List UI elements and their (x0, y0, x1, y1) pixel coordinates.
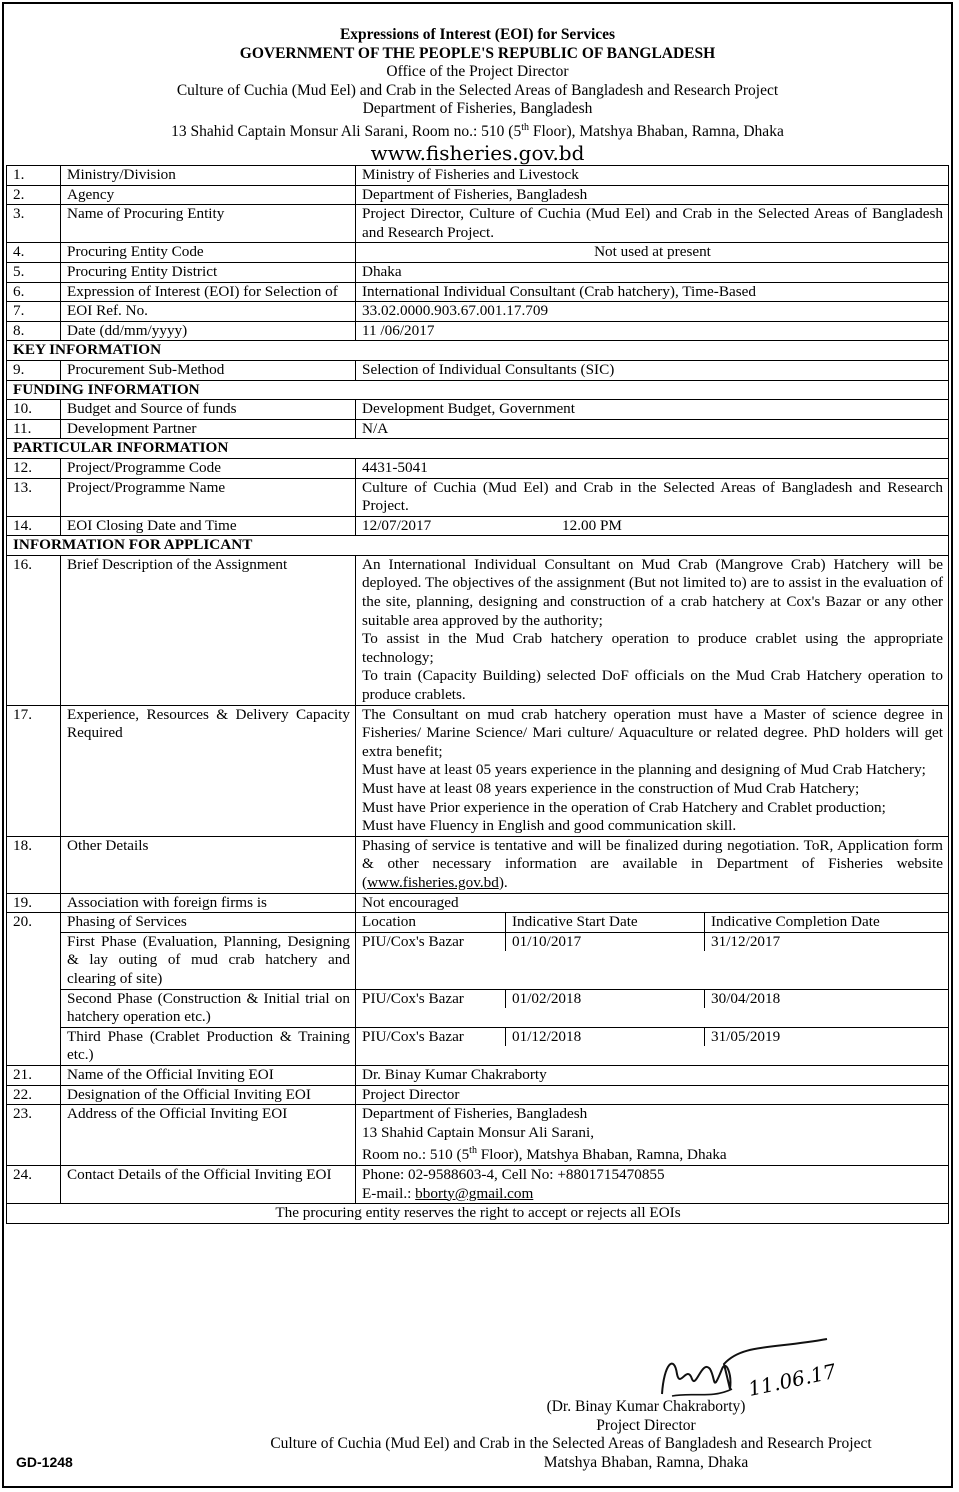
table-cell: Phasing of Services (61, 913, 356, 933)
table-cell: Name of Procuring Entity (61, 205, 356, 243)
table-cell: Dhaka (356, 262, 949, 282)
table-cell: PARTICULAR INFORMATION (7, 439, 949, 459)
table-cell: KEY INFORMATION (7, 341, 949, 361)
table-row (7, 321, 949, 341)
signatory-name: (Dr. Binay Kumar Chakraborty) (546, 1398, 746, 1415)
table-cell: Phone: 02-9588603-4, Cell No: +8801715470855 E-mail.: bborty@gmail.com (356, 1165, 949, 1203)
table-cell: 7. (7, 302, 61, 322)
table-cell: Department of Fisheries, Bangladesh (356, 185, 949, 205)
table-row (7, 1085, 949, 1105)
table-row (7, 243, 949, 263)
table-cell: 01/02/2018 (506, 990, 705, 1009)
office-address: 13 Shahid Captain Monsur Ali Sarani, Room no.: 510 (5th Floor), Matshya Bhaban, Ramna, Dhaka (171, 121, 784, 141)
table-cell (356, 932, 949, 989)
table-row (7, 836, 949, 893)
notice-header (4, 4, 951, 164)
table-row (7, 1065, 949, 1085)
government-name: GOVERNMENT OF THE PEOPLE'S REPUBLIC OF BANGLADESH (239, 44, 716, 62)
table-cell: 23. (7, 1105, 61, 1166)
table-cell: 33.02.0000.903.67.001.17.709 (356, 302, 949, 322)
table-cell: Experience, Resources & Delivery Capacity Required (61, 705, 356, 836)
table-cell: 20. (7, 913, 61, 1066)
rights-note: The procuring entity reserves the right to accept or rejects all EOIs (7, 1204, 949, 1224)
table-row (7, 166, 949, 186)
table-cell: 31/12/2017 (711, 932, 781, 950)
table-cell: Contact Details of the Official Inviting EOI (61, 1165, 356, 1203)
table-cell: EOI Ref. No. (61, 302, 356, 322)
table-cell: Phasing of service is tentative and will be finalized during negotiation. ToR, Application form & other necessary information are available in Department of Fisheries website (www.fisheries.gov.bd). (356, 836, 949, 893)
table-cell: Procurement Sub-Method (61, 360, 356, 380)
section-header (7, 341, 949, 361)
table-cell (356, 1027, 949, 1065)
table-row (7, 516, 949, 536)
table-cell: EOI Closing Date and Time (61, 516, 356, 536)
table-cell: 4. (7, 243, 61, 263)
table-row (7, 205, 949, 243)
table-row (7, 913, 949, 933)
table-cell: Second Phase (Construction & Initial trial on hatchery operation etc.) (61, 989, 356, 1027)
table-cell: Budget and Source of funds (61, 400, 356, 420)
table-cell: Development Budget, Government (356, 400, 949, 420)
table-cell: Expression of Interest (EOI) for Selection of (61, 282, 356, 302)
footer-note-row (7, 1204, 949, 1224)
table-cell: 5. (7, 262, 61, 282)
signatory-project: Culture of Cuchia (Mud Eel) and Crab in the Selected Areas of Bangladesh and Research Project (270, 1435, 872, 1452)
eoi-table (6, 165, 949, 1224)
table-row (7, 893, 949, 913)
gd-code: GD-1248 (16, 1454, 73, 1470)
table-cell: An International Individual Consultant on Mud Crab (Mangrove Crab) Hatchery will be deployed. The objectives of the assignment (But not limited to) are to assist in the evaluation of the site, planning, designing and construction of a crab hatchery at Cox's Bazar or any other suitable area approved by the authority; To assist in the Mud Crab hatchery operation to produce crablet using the appropriate technology; To train (Capacity Building) selected DoF officials on the Mud Crab Hatchery operation to produce crablets. (356, 555, 949, 705)
signatory-title: Project Director (596, 1416, 696, 1434)
signature-block (191, 1398, 951, 1472)
table-cell: First Phase (Evaluation, Planning, Designing & lay outing of mud crab hatchery and clearing of site) (61, 932, 356, 989)
table-cell: Selection of Individual Consultants (SIC) (356, 360, 949, 380)
section-header (7, 439, 949, 459)
department-name: Department of Fisheries, Bangladesh (362, 100, 593, 118)
phase-row (7, 989, 949, 1027)
table-cell: 14. (7, 516, 61, 536)
table-cell: 10. (7, 400, 61, 420)
table-cell: Address of the Official Inviting EOI (61, 1105, 356, 1166)
table-cell: INFORMATION FOR APPLICANT (7, 536, 949, 556)
table-row (7, 458, 949, 478)
phase-row (7, 1027, 949, 1065)
table-cell: Dr. Binay Kumar Chakraborty (356, 1065, 949, 1085)
table-cell: PIU/Cox's Bazar (356, 933, 506, 952)
table-cell: 22. (7, 1085, 61, 1105)
website-link[interactable]: www.fisheries.gov.bd (370, 140, 585, 165)
table-cell: Indicative Start Date (506, 913, 705, 932)
table-cell: Name of the Official Inviting EOI (61, 1065, 356, 1085)
table-cell: Ministry/Division (61, 166, 356, 186)
table-cell: 30/04/2018 (711, 989, 781, 1007)
table-cell: 6. (7, 282, 61, 302)
table-cell: Project/Programme Code (61, 458, 356, 478)
table-row (7, 185, 949, 205)
table-cell: 9. (7, 360, 61, 380)
table-cell: Ministry of Fisheries and Livestock (356, 166, 949, 186)
table-cell: 12/07/2017 12.00 PM (356, 516, 949, 536)
project-name: Culture of Cuchia (Mud Eel) and Crab in the Selected Areas of Bangladesh and Research Project (176, 81, 779, 99)
table-cell: Not encouraged (356, 893, 949, 913)
table-cell: 17. (7, 705, 61, 836)
fisheries-website-link[interactable]: www.fisheries.gov.bd (367, 873, 499, 891)
section-header (7, 380, 949, 400)
table-cell: 12. (7, 458, 61, 478)
table-cell: 01/12/2018 (506, 1028, 705, 1047)
table-cell: 24. (7, 1165, 61, 1203)
table-cell: 4431-5041 (356, 458, 949, 478)
email-link[interactable]: bborty@gmail.com (415, 1184, 534, 1202)
table-cell: Agency (61, 185, 356, 205)
table-cell: N/A (356, 419, 949, 439)
table-cell: Third Phase (Crablet Production & Training etc.) (61, 1027, 356, 1065)
table-cell: 19. (7, 893, 61, 913)
table-cell: 11. (7, 419, 61, 439)
table-cell: Culture of Cuchia (Mud Eel) and Crab in the Selected Areas of Bangladesh and Research Project. (356, 478, 949, 516)
table-cell: Project Director (356, 1085, 949, 1105)
table-cell: Department of Fisheries, Bangladesh 13 Shahid Captain Monsur Ali Sarani, Room no.: 510 (5th Floor), Matshya Bhaban, Ramna, Dhaka (356, 1105, 949, 1166)
table-cell: International Individual Consultant (Crab hatchery), Time-Based (356, 282, 949, 302)
office-name: Office of the Project Director (386, 63, 569, 81)
table-row (7, 1165, 949, 1203)
table-cell: 2. (7, 185, 61, 205)
table-cell: PIU/Cox's Bazar (356, 990, 506, 1009)
table-cell: 21. (7, 1065, 61, 1085)
table-cell: 1. (7, 166, 61, 186)
table-cell: 18. (7, 836, 61, 893)
table-cell: 3. (7, 205, 61, 243)
table-row (7, 419, 949, 439)
table-cell: Development Partner (61, 419, 356, 439)
table-cell: 13. (7, 478, 61, 516)
table-cell: Not used at present (356, 243, 949, 263)
table-cell: 11 /06/2017 (356, 321, 949, 341)
table-row (7, 555, 949, 705)
phase-row (7, 932, 949, 989)
table-row (7, 478, 949, 516)
table-row (7, 1105, 949, 1166)
table-cell: Designation of the Official Inviting EOI (61, 1085, 356, 1105)
signatory-address: Matshya Bhaban, Ramna, Dhaka (543, 1453, 749, 1471)
table-cell: 16. (7, 555, 61, 705)
table-cell: 8. (7, 321, 61, 341)
table-row (7, 282, 949, 302)
table-cell: The Consultant on mud crab hatchery operation must have a Master of science degree in Fisheries/ Marine Science/ Mari culture/ Aquaculture or related degree. PhD holders will get extra benefit; Must have at least 05 years experience in the planning and designing of Mud Crab Hatchery; Must have at least 08 years experience in the construction of Mud Crab Hatchery; Must have Prior experience in the operation of Crab Hatchery and Crablet production; Must have Fluency in English and good communication skill. (356, 705, 949, 836)
table-cell: Location (356, 913, 506, 932)
table-cell: PIU/Cox's Bazar (356, 1028, 506, 1047)
table-row (7, 360, 949, 380)
table-cell (356, 989, 949, 1027)
table-cell: Project/Programme Name (61, 478, 356, 516)
table-cell (356, 913, 949, 933)
table-cell: Procuring Entity Code (61, 243, 356, 263)
table-cell: 31/05/2019 (711, 1027, 781, 1045)
table-cell: Indicative Completion Date (711, 913, 880, 931)
table-cell: Brief Description of the Assignment (61, 555, 356, 705)
table-row (7, 705, 949, 836)
table-cell: Procuring Entity District (61, 262, 356, 282)
section-header (7, 536, 949, 556)
notice-title: Expressions of Interest (EOI) for Services (339, 26, 616, 43)
table-row (7, 262, 949, 282)
table-cell: Project Director, Culture of Cuchia (Mud Eel) and Crab in the Selected Areas of Bangladesh and Research Project. (356, 205, 949, 243)
eoi-notice (2, 2, 953, 1488)
table-row (7, 302, 949, 322)
table-cell: Other Details (61, 836, 356, 893)
table-cell: Association with foreign firms is (61, 893, 356, 913)
signature-date: 11.06.17 (746, 1358, 839, 1401)
table-cell: 01/10/2017 (506, 933, 705, 952)
table-cell: Date (dd/mm/yyyy) (61, 321, 356, 341)
table-cell: FUNDING INFORMATION (7, 380, 949, 400)
table-row (7, 400, 949, 420)
